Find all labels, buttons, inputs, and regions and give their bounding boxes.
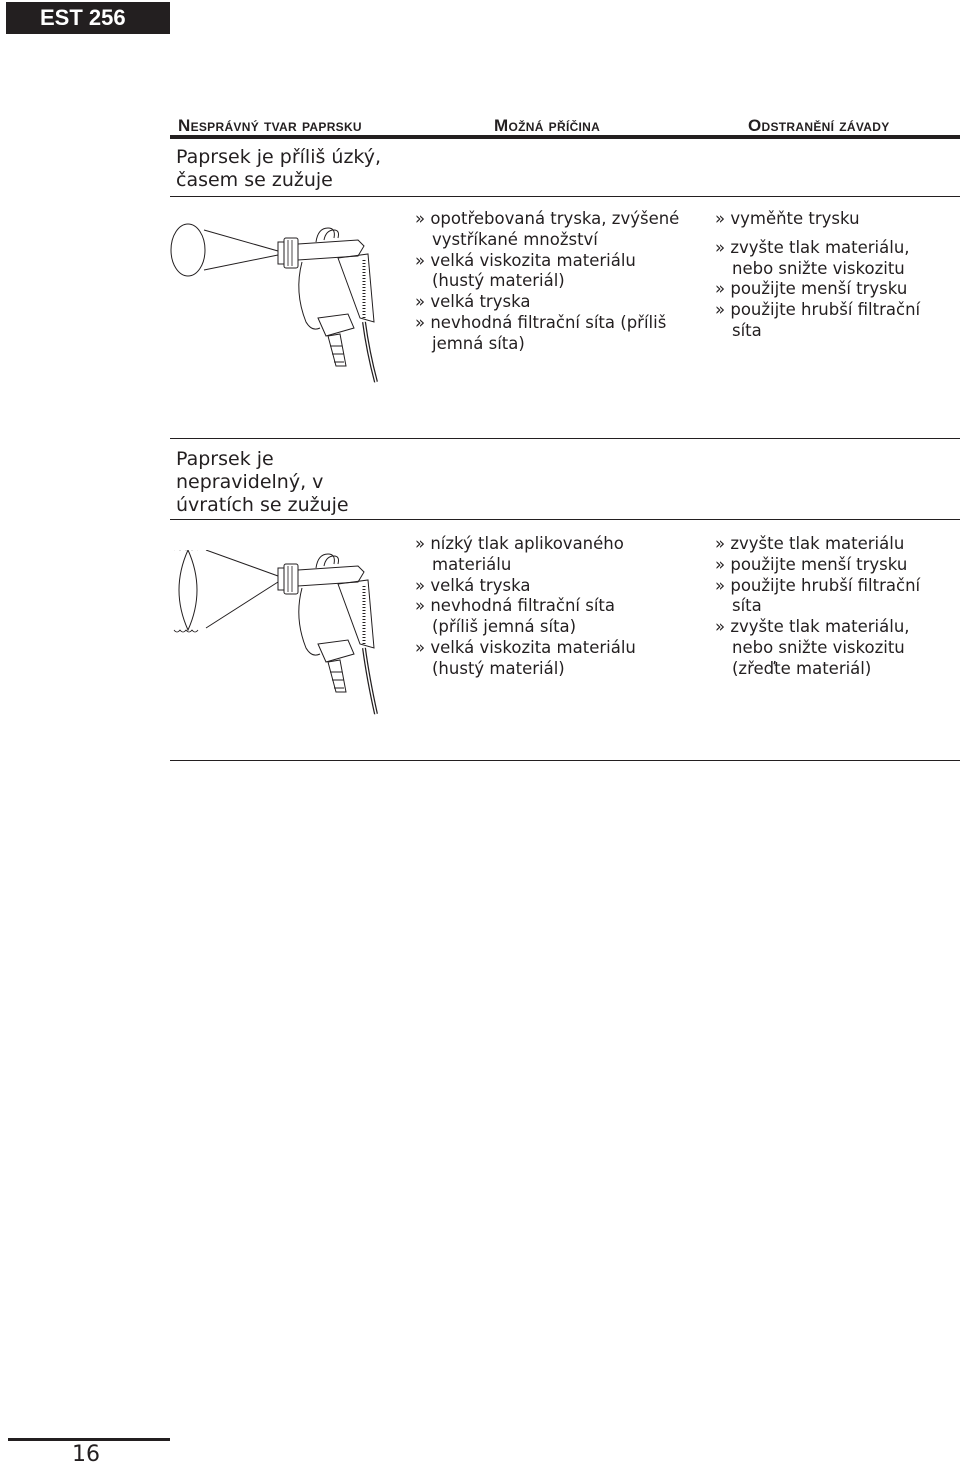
remedy-item: » zvyšte tlak materiálu,	[715, 237, 910, 257]
row2-remedies: » zvyšte tlak materiálu » použijte menší trysku » použijte hrubší filtrační síta » zvyšte tlak materiálu, nebo snižte viskozitu (zřeďte materiál)	[715, 534, 921, 678]
page-number: 16	[72, 1442, 100, 1467]
cause-item: » velká viskozita materiálu	[415, 637, 636, 657]
row1-issue-rule	[170, 196, 960, 197]
footer-rule	[8, 1438, 170, 1441]
column-header-cause: Možná příčina	[494, 116, 601, 135]
table-bottom-rule	[170, 760, 960, 761]
spray-gun-irregular-illustration	[168, 550, 393, 722]
remedy-item: » použijte hrubší filtrační	[715, 575, 921, 595]
cause-item: » nevhodná filtrační síta	[415, 596, 616, 616]
header-rule	[170, 135, 960, 139]
remedy-item: » vyměňte trysku	[715, 209, 860, 228]
column-header-remedy: Odstranění závady	[748, 116, 890, 135]
remedy-item: » zvyšte tlak materiálu,	[715, 617, 910, 637]
row-divider	[170, 438, 960, 439]
row2-issue-rule	[170, 519, 960, 520]
row2-issue: Paprsek je nepravidelný, v úvratích se zužuje	[176, 448, 349, 516]
row1-remedies: » vyměňte trysku » zvyšte tlak materiálu, nebo snižte viskozitu » použijte menší trysku » použijte hrubší filtrační síta	[715, 209, 921, 340]
row1-issue: Paprsek je příliš úzký, časem se zužuje	[176, 146, 382, 191]
remedy-item: » použijte menší trysku	[715, 554, 908, 574]
spray-gun-narrow-illustration	[168, 218, 393, 390]
row2-causes: » nízký tlak aplikovaného materiálu » velká tryska » nevhodná filtrační síta (příliš jemná síta) » velká viskozita materiálu (hustý materiál)	[415, 534, 636, 678]
cause-item: » nízký tlak aplikovaného	[415, 534, 624, 553]
remedy-item: » zvyšte tlak materiálu	[715, 534, 905, 553]
model-badge: EST 256	[6, 2, 170, 34]
cause-item: » opotřebovaná tryska, zvýšené	[415, 209, 680, 228]
remedy-item: » použijte hrubší filtrační	[715, 300, 921, 320]
column-header-problem: Nesprávný tvar paprsku	[178, 116, 362, 135]
cause-item: » velká tryska	[415, 575, 531, 595]
cause-item: » nevhodná filtrační síta (příliš	[415, 312, 667, 332]
row1-causes: » opotřebovaná tryska, zvýšené vystříkané množství » velká viskozita materiálu (hustý materiál) » velká tryska » nevhodná filtrační síta (příliš jemná síta)	[415, 209, 680, 353]
cause-item: » velká viskozita materiálu	[415, 250, 636, 270]
cause-item: » velká tryska	[415, 292, 531, 312]
remedy-item: » použijte menší trysku	[715, 279, 908, 299]
